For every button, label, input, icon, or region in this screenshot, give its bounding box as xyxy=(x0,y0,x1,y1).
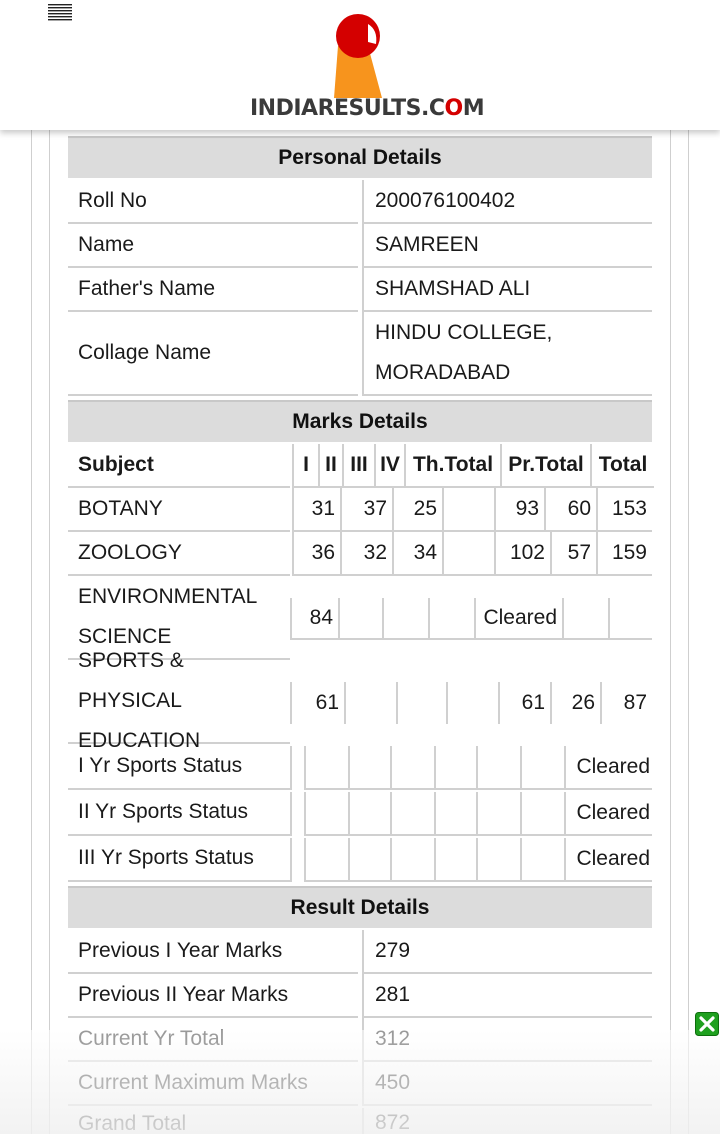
status-cell xyxy=(390,838,434,882)
site-header xyxy=(0,0,720,130)
college-name-value xyxy=(362,312,652,396)
col-th-total: Th.Total xyxy=(404,444,500,488)
marks-details-heading: Marks Details xyxy=(68,400,652,442)
ad-overlay xyxy=(0,1030,720,1134)
zoology-iii: 34 xyxy=(392,532,442,576)
status-cell xyxy=(434,792,476,836)
col-iii: III xyxy=(342,444,374,488)
college-name-label: Collage Name xyxy=(68,312,358,396)
status-cell xyxy=(476,792,520,836)
sports-pr-total: 26 xyxy=(550,682,600,724)
college-name-line2: MORADABAD xyxy=(375,361,511,384)
father-name-value: SHAMSHAD ALI xyxy=(362,268,652,312)
col-ii: II xyxy=(318,444,342,488)
college-name-line1: HINDU COLLEGE, xyxy=(375,321,553,344)
subject-line1: ENVIRONMENTAL xyxy=(78,585,258,608)
status-cell xyxy=(348,746,390,790)
zoology-iv xyxy=(442,532,494,576)
col-subject: Subject xyxy=(68,444,290,488)
status-cell xyxy=(390,746,434,790)
sports-iii xyxy=(396,682,446,724)
prev-i-year-label: Previous I Year Marks xyxy=(68,930,358,974)
subject-line2: EDUCATION xyxy=(78,729,201,752)
status-cell xyxy=(476,838,520,882)
status-cell xyxy=(520,792,564,836)
evs-pr-total xyxy=(562,598,608,640)
status-cell xyxy=(304,746,348,790)
botany-iii: 25 xyxy=(392,488,442,532)
zoology-ii: 32 xyxy=(340,532,392,576)
personal-details-heading: Personal Details xyxy=(68,136,652,178)
sports-status-1-label: I Yr Sports Status xyxy=(68,744,290,790)
sports-total: 87 xyxy=(600,682,652,724)
col-total: Total xyxy=(590,444,654,488)
status-cell xyxy=(390,792,434,836)
roll-no-label: Roll No xyxy=(68,180,358,224)
subject-line2: SCIENCE xyxy=(78,625,172,648)
subject-botany: BOTANY xyxy=(68,488,290,532)
evs-status: Cleared xyxy=(474,598,562,640)
sports-status-2-label: II Yr Sports Status xyxy=(68,790,290,836)
zoology-pr-total: 57 xyxy=(550,532,596,576)
subject-line1: SPORTS & PHYSICAL xyxy=(78,649,184,712)
status-spacer xyxy=(290,838,304,882)
logo-wordmark: INDIARESULTS.COM xyxy=(250,96,485,121)
name-value: SAMREEN xyxy=(362,224,652,268)
result-details-heading: Result Details xyxy=(68,886,652,928)
site-logo[interactable] xyxy=(250,10,485,125)
sports-ii xyxy=(344,682,396,724)
subject-zoology: ZOOLOGY xyxy=(68,532,290,576)
col-pr-total: Pr.Total xyxy=(500,444,590,488)
status-cell xyxy=(348,838,390,882)
close-icon[interactable] xyxy=(695,1012,719,1036)
status-cell xyxy=(520,746,564,790)
status-cell xyxy=(434,746,476,790)
botany-th-total: 93 xyxy=(494,488,544,532)
botany-ii: 37 xyxy=(340,488,392,532)
evs-iii xyxy=(382,598,428,640)
evs-i: 84 xyxy=(290,598,338,640)
sports-status-3-value: Cleared xyxy=(564,838,652,882)
prev-i-year-value: 279 xyxy=(362,930,652,974)
botany-iv xyxy=(442,488,494,532)
prev-ii-year-label: Previous II Year Marks xyxy=(68,974,358,1018)
evs-iv xyxy=(428,598,474,640)
status-cell xyxy=(304,792,348,836)
menu-icon[interactable] xyxy=(47,3,73,22)
evs-ii xyxy=(338,598,382,640)
status-spacer xyxy=(290,746,304,790)
status-cell xyxy=(348,792,390,836)
zoology-th-total: 102 xyxy=(494,532,550,576)
col-iv: IV xyxy=(374,444,404,488)
sports-th-total: 61 xyxy=(498,682,550,724)
botany-pr-total: 60 xyxy=(544,488,596,532)
evs-total xyxy=(608,598,652,640)
status-cell xyxy=(520,838,564,882)
sports-i: 61 xyxy=(290,682,344,724)
subject-sports-physical-education xyxy=(68,649,290,752)
father-name-label: Father's Name xyxy=(68,268,358,312)
name-label: Name xyxy=(68,224,358,268)
botany-i: 31 xyxy=(292,488,340,532)
sports-status-3-label: III Yr Sports Status xyxy=(68,836,290,882)
sports-iv xyxy=(446,682,498,724)
status-cell xyxy=(434,838,476,882)
col-i: I xyxy=(292,444,318,488)
roll-no-value: 200076100402 xyxy=(362,180,652,224)
status-cell xyxy=(476,746,520,790)
botany-total: 153 xyxy=(596,488,652,532)
logo-figure-icon xyxy=(250,10,470,100)
prev-ii-year-value: 281 xyxy=(362,974,652,1018)
sports-status-2-value: Cleared xyxy=(564,792,652,836)
status-spacer xyxy=(290,792,304,836)
zoology-i: 36 xyxy=(292,532,340,576)
status-cell xyxy=(304,838,348,882)
zoology-total: 159 xyxy=(596,532,652,576)
sports-status-1-value: Cleared xyxy=(564,746,652,790)
